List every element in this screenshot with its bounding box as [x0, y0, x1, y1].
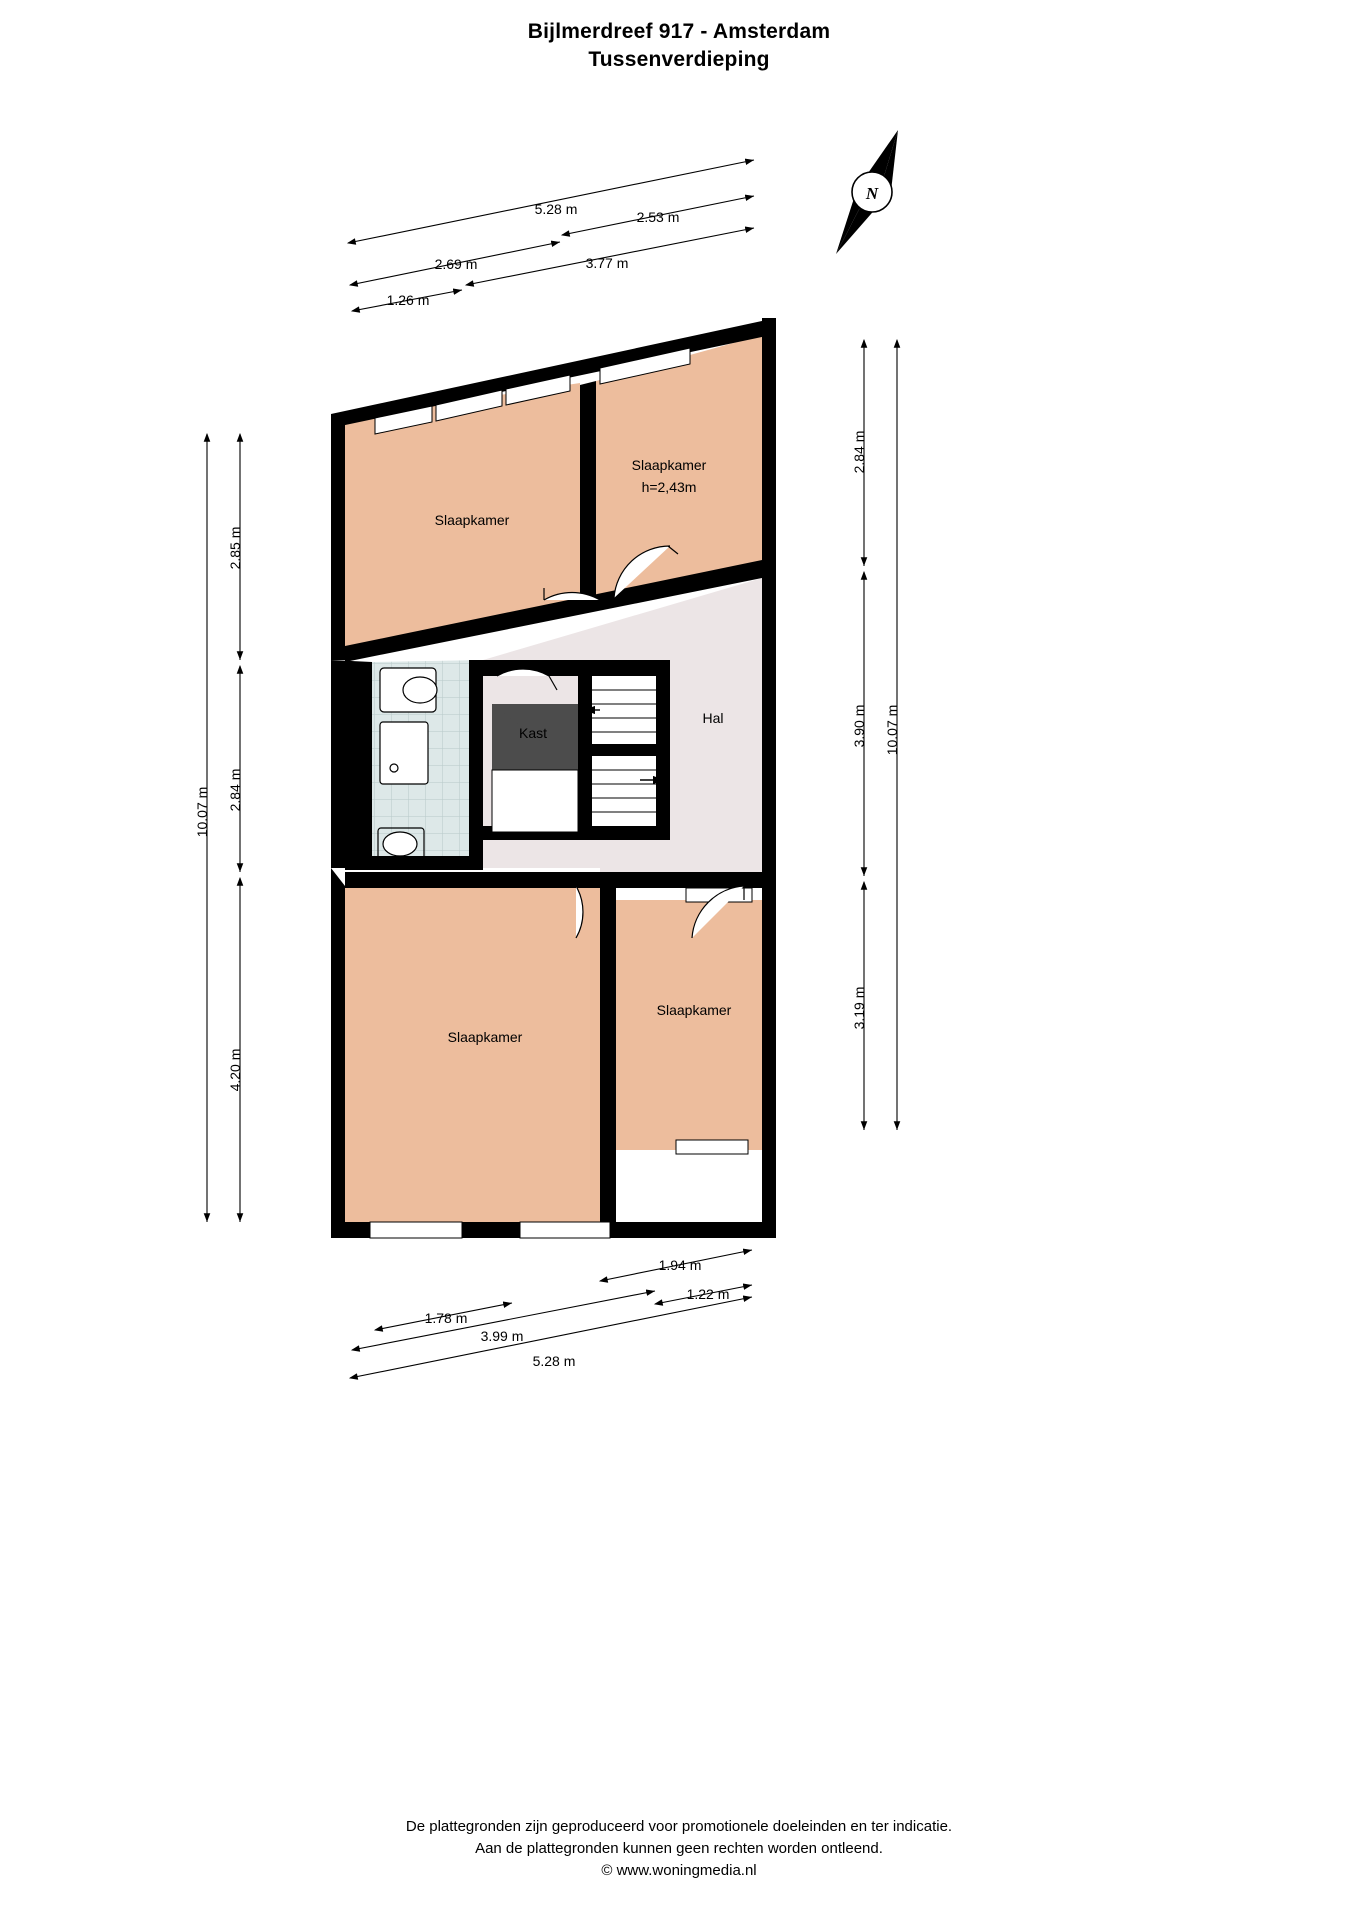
room-fill-slaapkamer-bottom-left	[345, 886, 600, 1222]
title-address: Bijlmerdreef 917 - Amsterdam	[527, 20, 831, 43]
footer-line-3: © www.woningmedia.nl	[601, 1862, 757, 1879]
room-label-slaapkamer-top-left: Slaapkamer	[434, 512, 510, 528]
compass-label: N	[865, 184, 879, 203]
dim-top-3-77: 3.77 m	[585, 255, 629, 271]
dim-left-2-84: 2.84 m	[227, 768, 243, 812]
dim-left-10-07: 10.07 m	[194, 786, 210, 838]
dim-bot-3-99: 3.99 m	[480, 1328, 524, 1344]
footer-disclaimer	[0, 1816, 1358, 1882]
dim-right-10-07: 10.07 m	[884, 704, 900, 756]
dim-left-2-85: 2.85 m	[227, 526, 243, 570]
dim-top-1-26: 1.26 m	[386, 292, 430, 308]
dimensions-bottom	[350, 1250, 752, 1378]
dim-left-4-20: 4.20 m	[227, 1048, 243, 1092]
dim-bot-1-78: 1.78 m	[424, 1310, 468, 1326]
dim-top-5-28: 5.28 m	[534, 201, 578, 217]
dim-right-3-19: 3.19 m	[851, 986, 867, 1030]
room-fill-slaapkamer-bottom-right	[614, 900, 762, 1150]
room-label-hal: Hal	[702, 710, 724, 726]
dimensions-right	[851, 340, 900, 1130]
dimensions-top	[348, 160, 754, 311]
footer-line-2: Aan de plattegronden kunnen geen rechten worden ontleend.	[475, 1840, 883, 1857]
dim-top-2-69: 2.69 m	[434, 256, 478, 272]
north-arrow-icon	[836, 130, 898, 254]
dim-top-2-53: 2.53 m	[636, 209, 680, 225]
room-label-slaapkamer-bottom-left: Slaapkamer	[447, 1029, 523, 1045]
room-label-slaapkamer-top-right: Slaapkamer	[631, 457, 707, 473]
room-label-slaapkamer-bottom-right: Slaapkamer	[656, 1002, 732, 1018]
dimensions-left	[194, 434, 243, 1222]
room-label-kast: Kast	[518, 725, 548, 741]
dim-bot-1-94: 1.94 m	[658, 1257, 702, 1273]
dim-right-3-90: 3.90 m	[851, 704, 867, 748]
dim-right-2-84: 2.84 m	[851, 430, 867, 474]
dim-bot-1-22: 1.22 m	[686, 1286, 730, 1302]
title-floor: Tussenverdieping	[588, 48, 770, 71]
room-sublabel-slaapkamer-top-right: h=2,43m	[641, 479, 697, 495]
dim-bot-5-28: 5.28 m	[532, 1353, 576, 1369]
footer-line-1: De plattegronden zijn geproduceerd voor promotionele doeleinden en ter indicatie.	[405, 1818, 953, 1835]
